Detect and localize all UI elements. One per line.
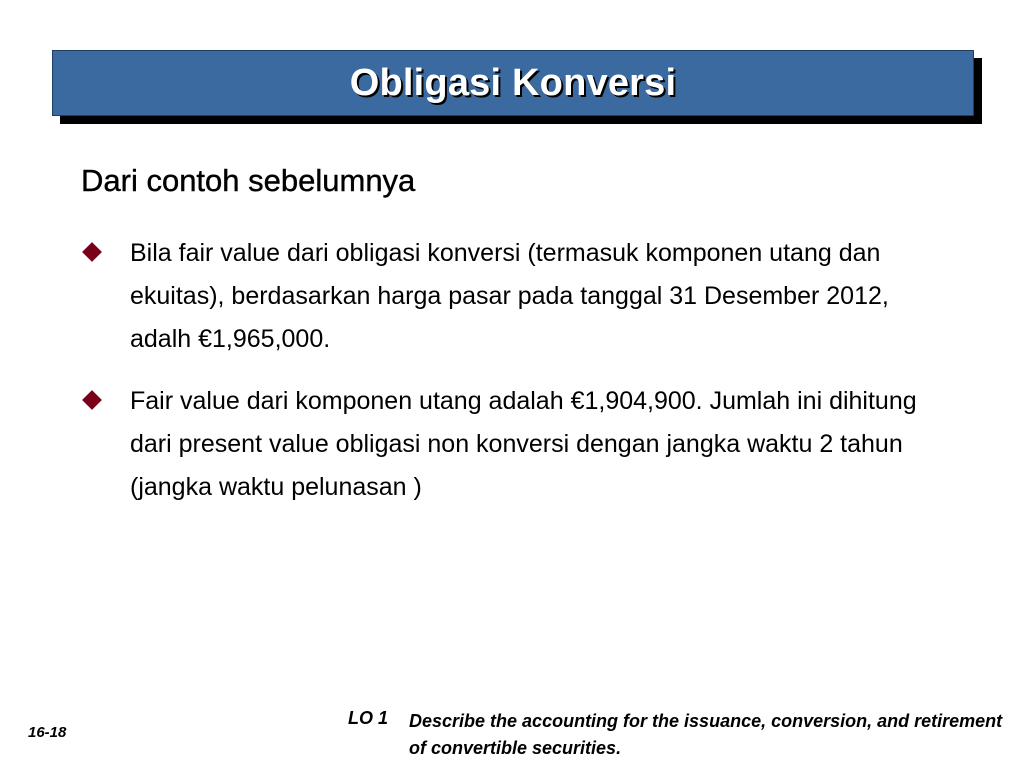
bullet-item: [81, 380, 971, 509]
title-bar: [52, 50, 974, 116]
bullet-text: Fair value dari komponen utang adalah €1,904,900. Jumlah ini dihitung dari present value obligasi non konversi dengan jangka waktu 2 tahun (jangka waktu pelunasan ): [130, 387, 917, 501]
slide-title: Obligasi Konversi: [349, 61, 677, 104]
bullet-item: [81, 232, 971, 361]
diamond-bullet-icon: [82, 242, 102, 262]
bullet-list: [81, 232, 971, 528]
slide-number: 16-18: [28, 724, 67, 741]
diamond-bullet-icon: [82, 390, 102, 410]
bullet-text: Bila fair value dari obligasi konversi (termasuk komponen utang dan ekuitas), berdasarkan harga pasar pada tanggal 31 Desember 2012, adalh €1,965,000.: [130, 239, 889, 353]
learning-objective-text: Describe the accounting for the issuance, conversion, and retirement of convertible securities.: [409, 711, 1003, 758]
slide-subheading: Dari contoh sebelumnya: [81, 163, 416, 198]
learning-objective-label: LO 1: [348, 708, 389, 728]
